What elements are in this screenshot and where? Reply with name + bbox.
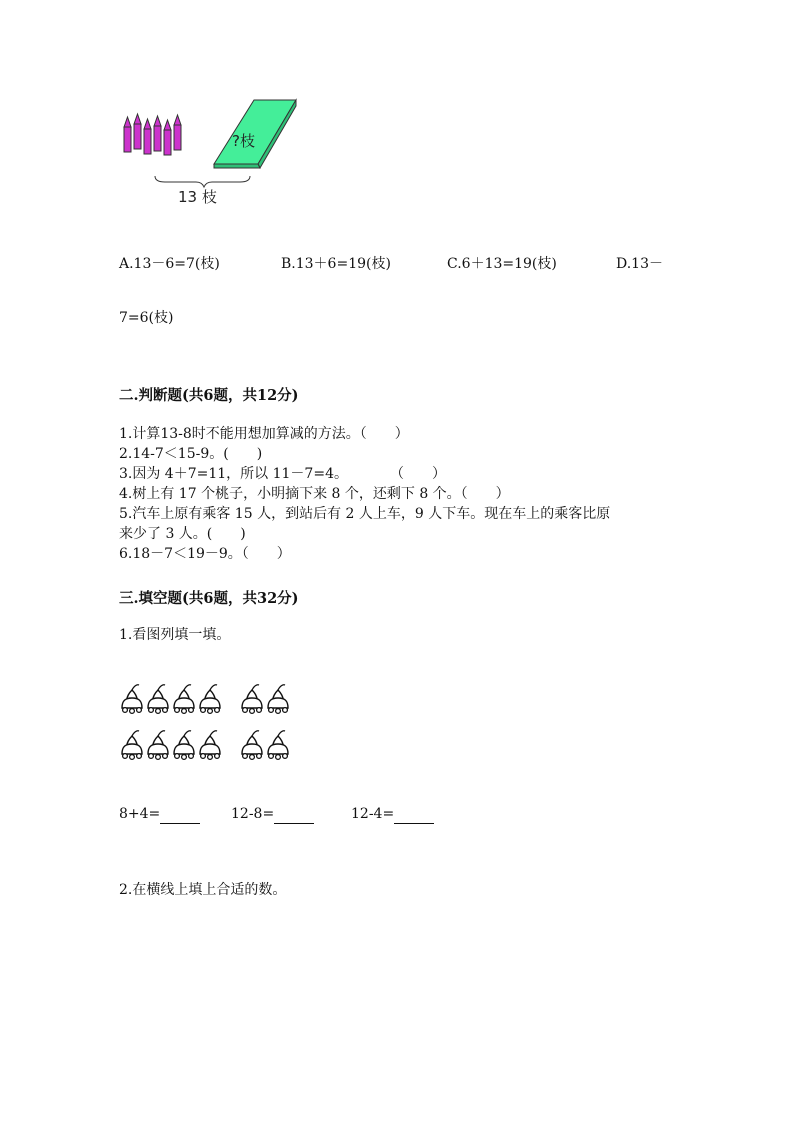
judge-item: 4.树上有 17 个桃子，小明摘下来 8 个，还剩下 8 个。（ ） xyxy=(119,486,510,502)
pencil-icon xyxy=(144,119,151,154)
flower-row-1 xyxy=(122,685,288,714)
pencil-icon xyxy=(164,120,171,155)
judge-item: 3.因为 4＋7=11，所以 11－7=4。 （ ） xyxy=(119,466,446,482)
section2-title: 二.判断题(共6题，共12分) xyxy=(119,387,299,404)
question-1: 1.看图列填一填。 xyxy=(119,627,231,643)
bell-flower-icon xyxy=(200,685,220,714)
pencil-group xyxy=(124,114,181,155)
bell-flower-icon xyxy=(148,731,168,760)
answer-blank[interactable] xyxy=(274,809,314,824)
bell-flower-icon xyxy=(268,685,288,714)
bell-flower-icon xyxy=(122,685,142,714)
answer-blank[interactable] xyxy=(160,809,200,824)
equation-2 xyxy=(231,804,314,824)
equation-3 xyxy=(351,804,434,824)
judge-item: 5.汽车上原有乘客 15 人，到站后有 2 人上车，9 人下车。现在车上的乘客比原 xyxy=(119,506,611,522)
bell-flower-icon xyxy=(200,731,220,760)
flowers-figure xyxy=(116,678,306,770)
bell-flower-icon xyxy=(122,731,142,760)
flower-row-2 xyxy=(122,731,288,760)
option-d-continued: 7=6(枝) xyxy=(119,310,174,326)
bell-flower-icon xyxy=(174,731,194,760)
pencil-icon xyxy=(134,114,141,149)
equation-1 xyxy=(119,804,200,824)
option-d: D.13－ xyxy=(616,256,663,272)
option-c: C.6＋13=19(枝) xyxy=(447,256,557,272)
brace xyxy=(155,176,250,187)
total-label: 13 枝 xyxy=(178,188,217,206)
judge-item: 1.计算13-8时不能用想加算减的方法。（ ） xyxy=(119,426,409,442)
option-a: A.13－6=7(枝) xyxy=(119,256,220,272)
option-b: B.13＋6=19(枝) xyxy=(281,256,391,272)
bell-flower-icon xyxy=(268,731,288,760)
equation-text: 12-8= xyxy=(231,806,275,822)
pencil-icon xyxy=(174,115,181,150)
judge-item: 2.14-7＜15-9。( ) xyxy=(119,446,263,462)
pencil-icon xyxy=(124,117,131,152)
judge-list xyxy=(119,424,610,564)
box-label: ?枝 xyxy=(232,132,255,150)
bell-flower-icon xyxy=(242,685,262,714)
equation-text: 12-4= xyxy=(351,806,395,822)
bell-flower-icon xyxy=(242,731,262,760)
answer-blank[interactable] xyxy=(394,809,434,824)
question-2: 2.在横线上填上合适的数。 xyxy=(119,882,287,898)
pencil-box xyxy=(214,100,296,168)
pencils-figure xyxy=(110,92,310,210)
pencil-icon xyxy=(154,116,161,151)
judge-item: 来少了 3 人。( ) xyxy=(119,526,246,542)
section3-title: 三.填空题(共6题，共32分) xyxy=(119,590,299,607)
equation-text: 8+4= xyxy=(119,806,161,822)
bell-flower-icon xyxy=(174,685,194,714)
bell-flower-icon xyxy=(148,685,168,714)
judge-item: 6.18－7＜19－9。（ ） xyxy=(119,546,291,562)
